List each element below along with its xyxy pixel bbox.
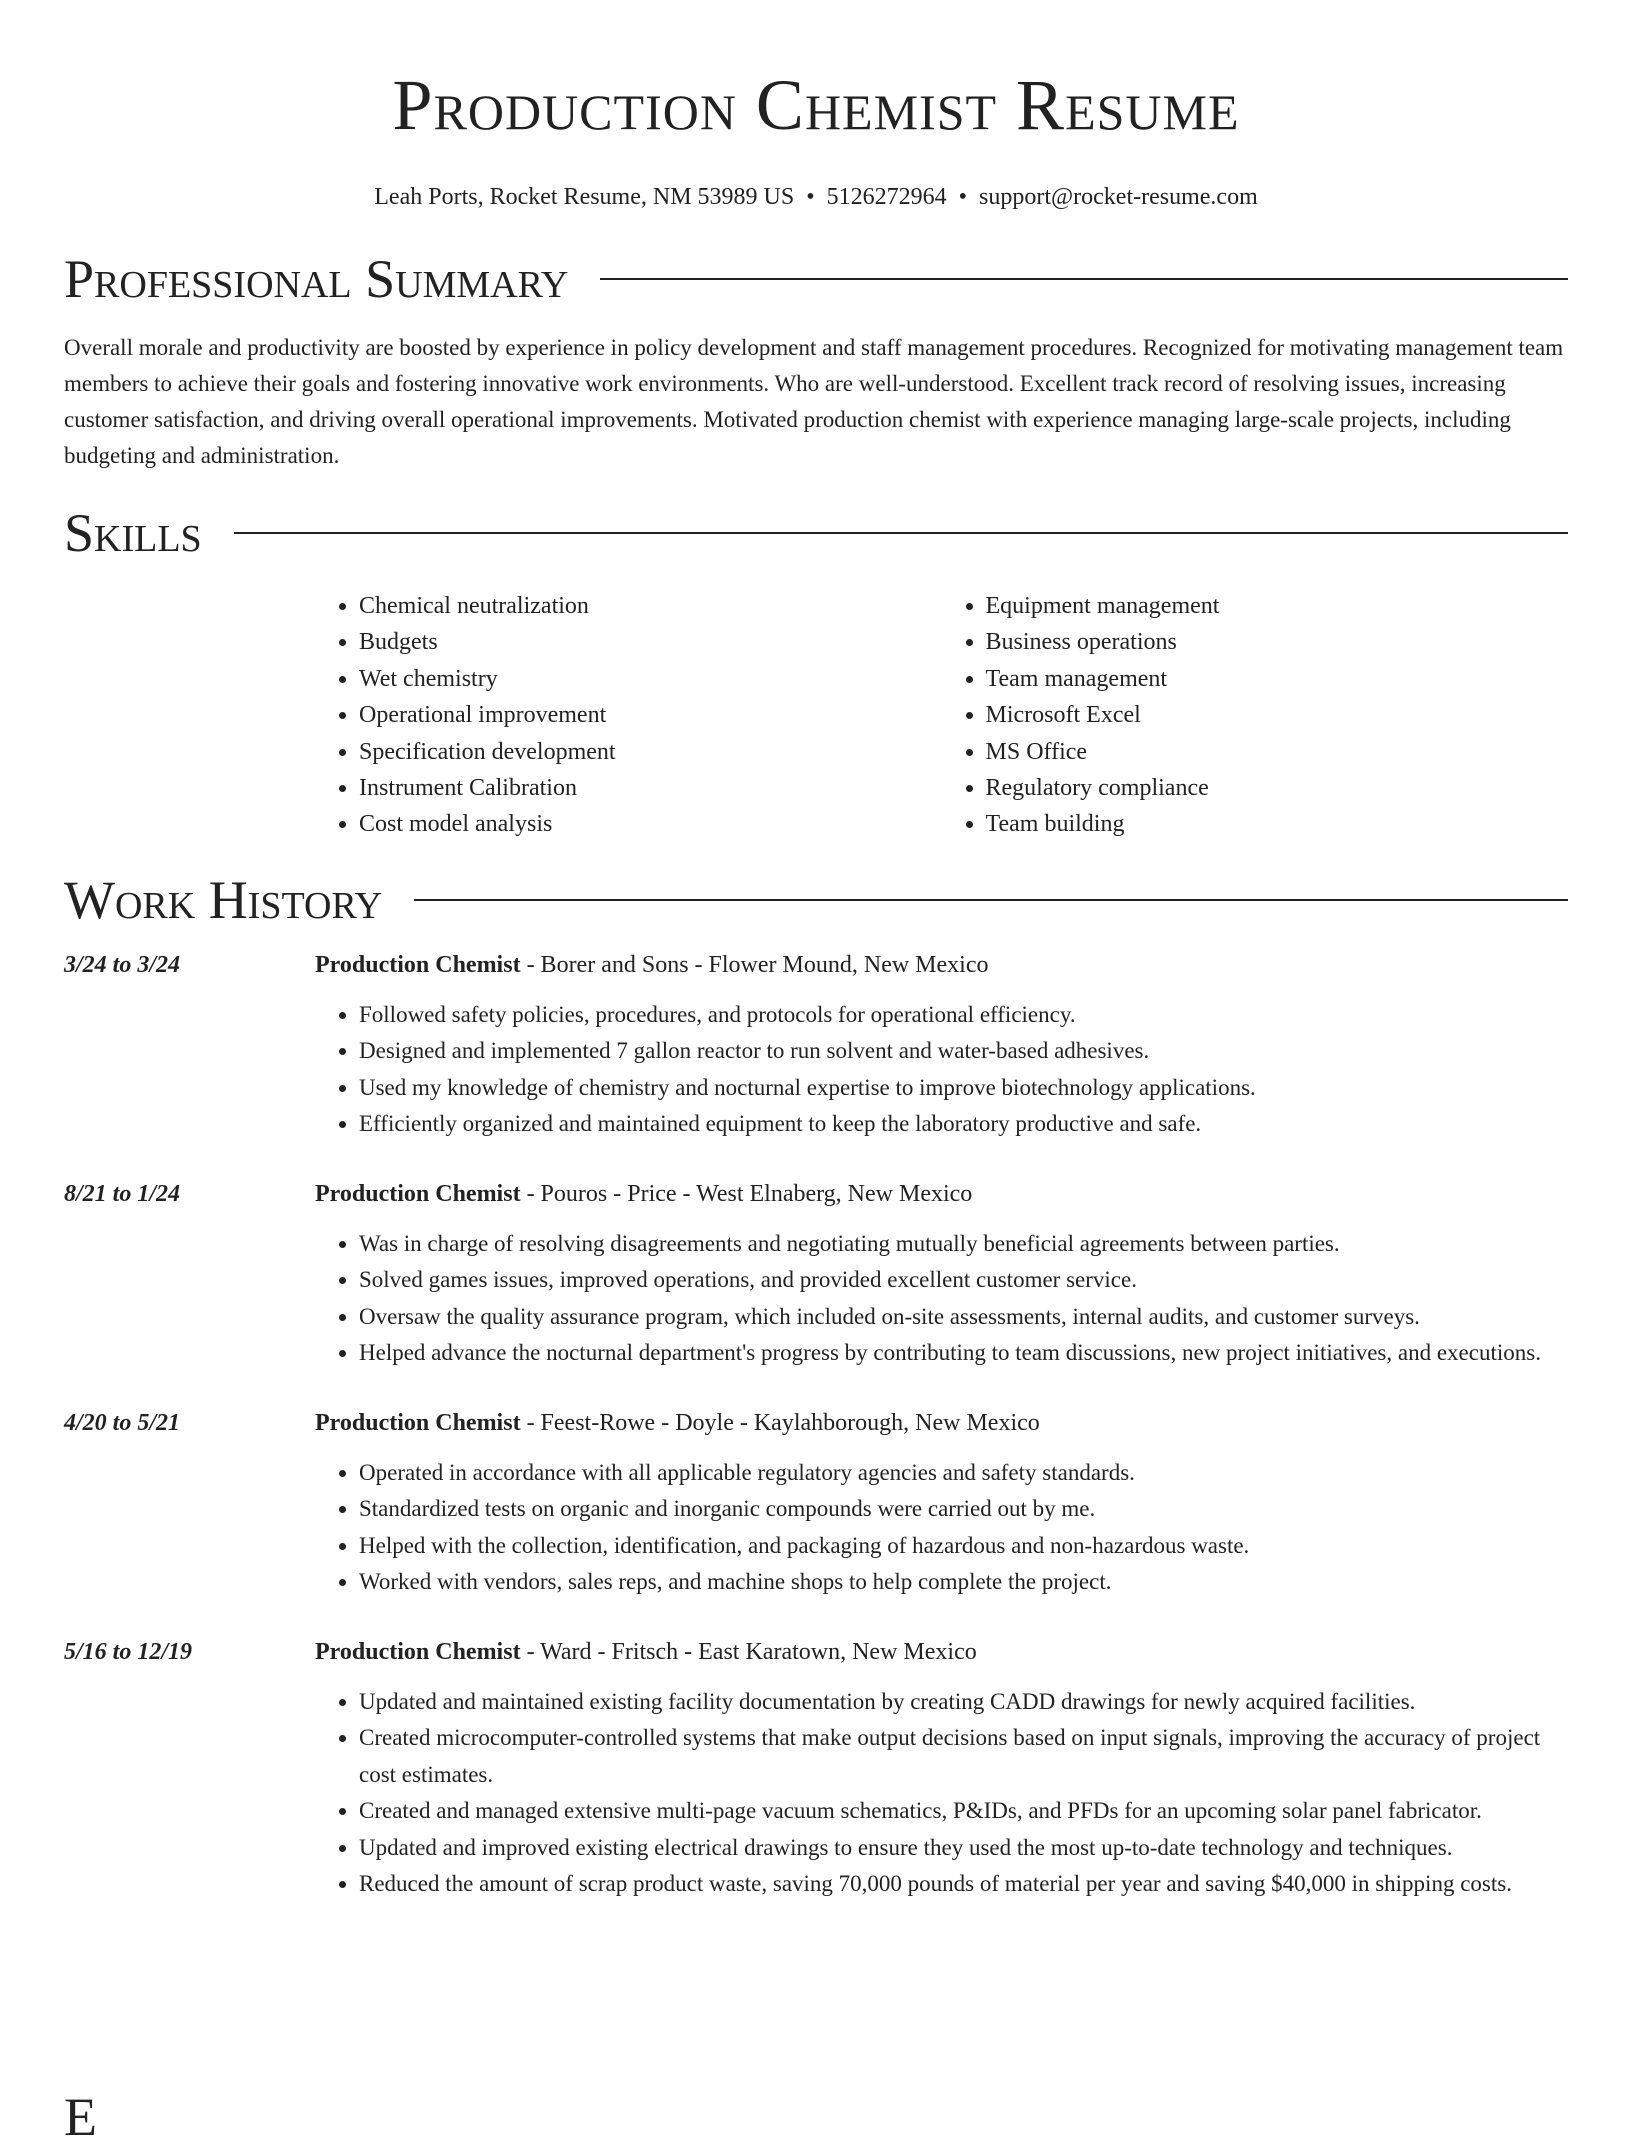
skill-item: • Team management <box>986 661 1569 697</box>
summary-text: Overall morale and productivity are boosted by experience in policy development and staff management procedures. Recognized for motivating management team members to achieve their goals and fostering innovative work environments. Who are well-understood. Excellent track record of resolving issues, increasing customer satisfaction, and driving overall operational improvements. Motivated production chemist with experience managing large-scale projects, including budgeting and administration. <box>64 335 1564 468</box>
job-bullet: • Oversaw the quality assurance program, which included on-site assessments, internal audits, and customer surveys. <box>359 1299 1568 1336</box>
job-dates: 4/20 to 5/21 <box>64 1409 181 1436</box>
job-bullets <box>315 1455 1568 1601</box>
contact-line <box>64 182 1568 212</box>
contact-separator: • <box>806 184 815 210</box>
job-bullet: • Efficiently organized and maintained equipment to keep the laboratory productive and safe. <box>359 1106 1568 1143</box>
job-company: - Borer and Sons - Flower Mound, New Mexico <box>520 951 989 978</box>
contact-separator: • <box>958 184 968 210</box>
skill-item: • Budgets <box>359 624 942 660</box>
job-bullet: • Followed safety policies, procedures, and protocols for operational efficiency. <box>359 997 1568 1034</box>
work-history-heading <box>64 869 1568 931</box>
contact-address: Leah Ports, Rocket Resume, NM 53989 US <box>374 184 795 210</box>
job-bullet: • Designed and implemented 7 gallon reactor to run solvent and water-based adhesives. <box>359 1033 1568 1070</box>
job-bullets <box>315 997 1568 1143</box>
job-bullets <box>315 1684 1568 1903</box>
job-dates: 5/16 to 12/19 <box>64 1638 193 1665</box>
job-dates: 8/21 to 1/24 <box>64 1180 181 1207</box>
skill-item: • Cost model analysis <box>359 806 942 842</box>
job-title-line <box>315 947 1568 983</box>
summary-heading-text: Professional Summary <box>64 249 569 309</box>
contact-email: support@rocket-resume.com <box>979 184 1258 210</box>
job-bullet: • Reduced the amount of scrap product waste, saving 70,000 pounds of material per year and saving $40,000 in shipping costs. <box>359 1866 1568 1903</box>
job-bullet: • Operated in accordance with all applicable regulatory agencies and safety standards. <box>359 1455 1568 1492</box>
skill-item: • Wet chemistry <box>359 661 942 697</box>
job-bullet: • Worked with vendors, sales reps, and machine shops to help complete the project. <box>359 1564 1568 1601</box>
skill-item: • Specification development <box>359 734 942 770</box>
skill-item: • Business operations <box>986 624 1569 660</box>
job-title: Production Chemist <box>315 1638 521 1665</box>
skills-section <box>64 502 1568 843</box>
next-section-heading-fragment: E <box>64 2087 97 2147</box>
job-title: Production Chemist <box>315 1409 521 1436</box>
skills-heading-text: Skills <box>64 503 202 563</box>
job-bullet: • Helped with the collection, identification, and packaging of hazardous and non-hazardous waste. <box>359 1528 1568 1565</box>
job-bullet: • Created and managed extensive multi-page vacuum schematics, P&IDs, and PFDs for an upcoming solar panel fabricator. <box>359 1793 1568 1830</box>
skills-list-right <box>942 588 1569 843</box>
skill-item: • Operational improvement <box>359 697 942 733</box>
job-bullet: • Updated and improved existing electrical drawings to ensure they used the most up-to-date technology and techniques. <box>359 1830 1568 1867</box>
contact-phone: 5126272964 <box>826 184 947 210</box>
skill-item: • Microsoft Excel <box>986 697 1569 733</box>
summary-heading <box>64 248 1568 310</box>
job-entry <box>64 1176 1568 1372</box>
skill-item: • Regulatory compliance <box>986 770 1569 806</box>
skills-heading <box>64 502 1568 564</box>
job-body <box>315 947 1568 1143</box>
job-entry <box>64 947 1568 1143</box>
job-entry <box>64 1634 1568 1903</box>
skills-grid <box>315 588 1568 843</box>
skill-item: • MS Office <box>986 734 1569 770</box>
job-bullets <box>315 1226 1568 1372</box>
section-divider <box>414 899 1568 901</box>
summary-section <box>64 248 1568 474</box>
job-title-line <box>315 1405 1568 1441</box>
job-company: - Ward - Fritsch - East Karatown, New Mexico <box>520 1638 977 1665</box>
job-entry <box>64 1405 1568 1601</box>
resume-title: Production Chemist Resume <box>392 65 1240 145</box>
job-body <box>315 1176 1568 1372</box>
job-bullet: • Solved games issues, improved operations, and provided excellent customer service. <box>359 1262 1568 1299</box>
skill-item: • Equipment management <box>986 588 1569 624</box>
job-title-line <box>315 1634 1568 1670</box>
section-divider <box>234 532 1568 534</box>
job-bullet: • Updated and maintained existing facility documentation by creating CADD drawings for newly acquired facilities. <box>359 1684 1568 1721</box>
job-dates: 3/24 to 3/24 <box>64 951 181 978</box>
section-divider <box>600 278 1568 280</box>
skill-item: • Team building <box>986 806 1569 842</box>
skill-item: • Chemical neutralization <box>359 588 942 624</box>
job-bullet: • Was in charge of resolving disagreements and negotiating mutually beneficial agreements between parties. <box>359 1226 1568 1263</box>
job-title-line <box>315 1176 1568 1212</box>
job-body <box>315 1634 1568 1903</box>
job-bullet: • Helped advance the nocturnal department's progress by contributing to team discussions, new project initiatives, and executions. <box>359 1335 1568 1372</box>
job-title: Production Chemist <box>315 1180 521 1207</box>
job-body <box>315 1405 1568 1601</box>
work-history-heading-text: Work History <box>64 869 383 930</box>
job-company: - Pouros - Price - West Elnaberg, New Mexico <box>520 1180 973 1207</box>
job-bullet: • Used my knowledge of chemistry and nocturnal expertise to improve biotechnology applications. <box>359 1070 1568 1107</box>
work-history-section <box>64 869 1568 1903</box>
job-company: - Feest-Rowe - Doyle - Kaylahborough, New Mexico <box>520 1409 1040 1436</box>
job-title: Production Chemist <box>315 951 521 978</box>
job-bullet: • Standardized tests on organic and inorganic compounds were carried out by me. <box>359 1491 1568 1528</box>
skill-item: • Instrument Calibration <box>359 770 942 806</box>
skills-list-left <box>315 588 942 843</box>
job-bullet: • Created microcomputer-controlled systems that make output decisions based on input signals, improving the accuracy of project cost estimates. <box>359 1720 1568 1793</box>
